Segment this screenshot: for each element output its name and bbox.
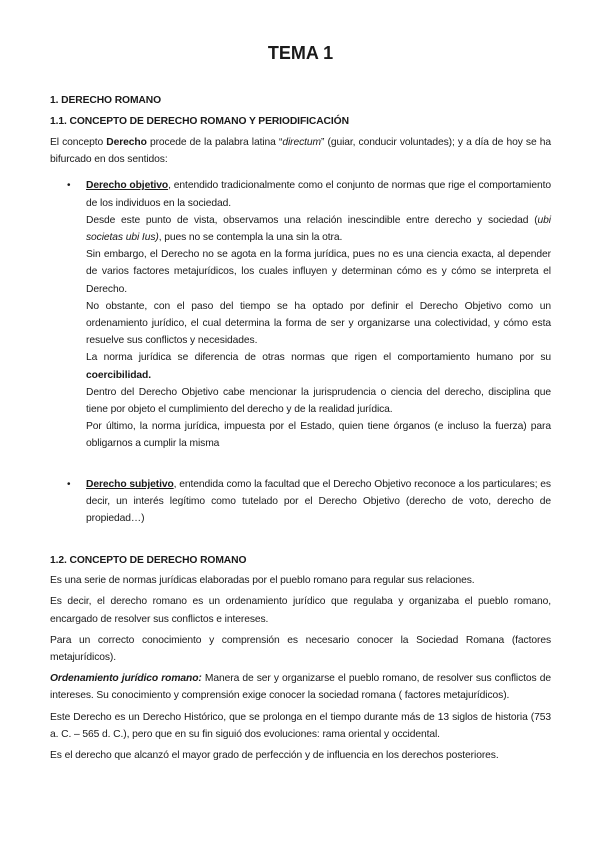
section-1-heading: 1. DERECHO ROMANO — [50, 95, 162, 106]
subjetivo-paragraph — [86, 476, 551, 528]
intro-paragraph — [50, 134, 551, 168]
objetivo-paragraph-5 — [86, 349, 551, 383]
term-ordenamiento-juridico-romano: Ordenamiento jurídico romano: — [50, 673, 202, 685]
subjetivo-text: , entendida como la facultad que el Derecho Objetivo reconoce a los particulares; es decir, un interés legítimo como tutelado por el Derecho Objetivo (derecho de voto, derecho de propiedad…) — [86, 478, 551, 525]
section-2-text-4: Manera de ser y organizarse el pueblo romano, de resolver sus conflictos de intereses. Su conocimiento y comprensión exige conocer la sociedad romana ( factores metajurídicos). — [50, 673, 551, 702]
objetivo-latin-phrase: ubi societas ubi Ius) — [86, 214, 551, 244]
bullet-marker: • — [67, 478, 71, 490]
objetivo-paragraph-6: Dentro del Derecho Objetivo cabe mencionar la jurisprudencia o ciencia del derecho, disciplina que tiene por objeto el cumplimiento del derecho y de la realidad jurídica. — [86, 386, 551, 416]
section-2-paragraph-5: Este Derecho es un Derecho Histórico, que se prolonga en el tiempo durante más de 13 siglos de historia (753 a. C. – 565 d. C.), pero que en su fin siguió dos evoluciones: rama oriental y occidental. — [50, 711, 551, 740]
objetivo-paragraph-3: Sin embargo, el Derecho no se agota en la forma jurídica, pues no es una ciencia exacta, al depender de varios factores metajurídicos, los cuales influyen y determinan cómo es y cómo se interpreta el Derecho. — [86, 249, 551, 295]
bullet-derecho-objetivo — [50, 177, 551, 452]
objetivo-paragraph-7: Por último, la norma jurídica, impuesta por el Estado, quien tiene órganos (e incluso la fuerza) para obligarnos a cumplir la misma — [86, 421, 551, 450]
term-derecho-objetivo: Derecho objetivo — [86, 180, 169, 192]
objetivo-text-2a: Desde este punto de vista, observamos una relación inescindible entre derecho y sociedad ( — [86, 214, 538, 226]
objetivo-text-5a: La norma jurídica se diferencia de otras normas que rigen el comportamiento humano por su — [86, 352, 551, 364]
intro-text-a: El concepto — [50, 137, 107, 148]
section-1-2-heading: 1.2. CONCEPTO DE DERECHO ROMANO — [50, 555, 247, 567]
intro-text-e: ” (guiar, conducir voluntades); y a día de hoy se ha bifurcado en dos sentidos: — [50, 137, 552, 166]
section-2-paragraph-3: Para un correcto conocimiento y comprensión es necesario conocer la Sociedad Romana (factores metajurídicos). — [50, 634, 551, 664]
section-1-1-heading: 1.1. CONCEPTO DE DERECHO ROMANO Y PERIODIFICACIÓN — [50, 116, 349, 127]
section-2-paragraph-4 — [50, 670, 551, 704]
objetivo-text-2c: , pues no se contempla la una sin la otra. — [158, 232, 343, 244]
section-2-paragraph-1: Es una serie de normas jurídicas elaboradas por el pueblo romano para regular sus relaciones. — [50, 575, 475, 587]
section-2-paragraph-2: Es decir, el derecho romano es un ordenamiento jurídico que regulaba y organizaba el pueblo romano, encargado de resolver sus conflictos e intereses. — [50, 596, 551, 625]
intro-text-c: procede de la palabra latina “ — [146, 137, 283, 148]
objetivo-paragraph-1 — [86, 177, 551, 211]
intro-term-directum: directum — [282, 137, 321, 148]
intro-term-derecho: Derecho — [106, 137, 147, 148]
bullet-marker: • — [67, 180, 71, 192]
objetivo-text-1: , entendido tradicionalmente como el conjunto de normas que rige el comportamiento de los individuos en la sociedad. — [86, 180, 551, 209]
page-title: TEMA 1 — [267, 43, 334, 63]
term-derecho-subjetivo: Derecho subjetivo — [86, 478, 174, 490]
objetivo-paragraph-2 — [86, 212, 551, 246]
section-2-paragraph-6: Es el derecho que alcanzó el mayor grado de perfección y de influencia en los derechos posteriores. — [50, 750, 499, 762]
term-coercibilidad: coercibilidad. — [86, 369, 151, 381]
objetivo-paragraph-4: No obstante, con el paso del tiempo se ha optado por definir el Derecho Objetivo como un ordenamiento jurídico, el cual determina la forma de ser y organizarse una colectividad, y cómo esta resuelve sus conflictos y necesidades. — [86, 300, 551, 347]
bullet-derecho-subjetivo — [50, 476, 551, 528]
